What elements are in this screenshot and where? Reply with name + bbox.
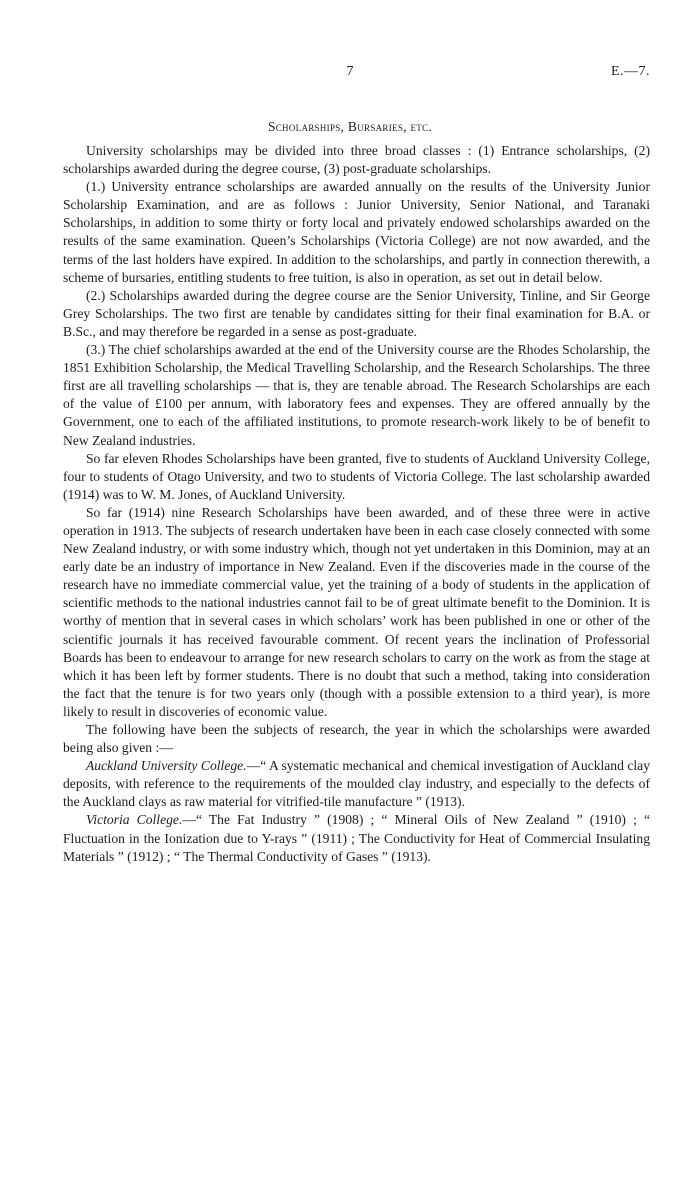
paragraph-post-graduate-scholarships: (3.) The chief scholarships awarded at the end of the University course are the Rhodes Scholarship, the 1851 Exhibition Scholarship, the Medical Travelling Scholarship, and the Research Scholarships. The three first are all travelling scholarships — that is, they are tenable abroad. The Research Scholarships are each of the value of £100 per annum, with laboratory fees and expenses. They are offered annually by the Government, one to each of the affiliated institutions, to promote research-work likely to be of benefit to New Zealand industries. xyxy=(63,342,650,448)
paragraph-victoria xyxy=(63,811,650,865)
research-subjects-victoria: —“ The Fat Industry ” (1908) ; “ Mineral Oils of New Zealand ” (1910) ; “ Fluctuation in the Ionization due to Y-rays ” (1911) ; The Conductivity for Heat of Commercial Insulating Materials ” (1912) ; “ The Thermal Conductivity of Gases ” (1913). xyxy=(63,812,650,864)
paragraph-research-scholarships: So far (1914) nine Research Scholarships have been awarded, and of these three were in active operation in 1913. The subjects of research undertaken have been in each case closely connected with some New Zealand industry, or with some industry which, though not yet undertaken in this Dominion, may at an early date be an industry of importance in New Zealand. Even if the discoveries made in the course of the research have no immediate commercial value, yet the training of a body of students in the application of scientific methods to the national industries cannot fail to be of great ultimate benefit to the Dominion. It is worthy of mention that in several cases in which scholars’ work has been published in one or other of the scientific journals it has received favourable comment. Of recent years the inclination of Professorial Boards has been to endeavour to arrange for new research scholars to carry on the work as from the stage at which it has been left by former students. There is no doubt that such a method, taking into consideration the fact that the tenure is for two years only (though with a possible extension to a third year), is more likely to result in discoveries of economic value. xyxy=(63,504,650,719)
research-subject-auckland: —“ A systematic mechanical and chemical investigation of Auckland clay deposits, with reference to the requirements of the moulded clay industry, and especially to the defects of the Auckland clays as raw material for vitrified-tile manufacture ” (1913). xyxy=(63,758,651,810)
section-heading: Scholarships, Bursaries, etc. xyxy=(267,119,433,134)
paragraph-entrance-scholarships: (1.) University entrance scholarships are awarded annually on the results of the University Junior Scholarship Examination, and are as follows : Junior University, Senior National, and Taranaki Scholarships, in addition to some thirty or forty local and privately endowed scholarships awarded on the results of the same examination. Queen’s Scholarships (Victoria College) are not now awarded, and the terms of the last holders have expired. In addition to the scholarships, and partly in connection therewith, a scheme of bursaries, entitling students to free tuition, is also in operation, as set out in detail below. xyxy=(63,179,650,285)
body-text xyxy=(63,142,650,866)
paragraph-degree-course-scholarships: (2.) Scholarships awarded during the degree course are the Senior University, Tinline, and Sir George Grey Scholarships. The two first are tenable by candidates sitting for their final examination for B.A. or B.Sc., and may therefore be regarded in a sense as post-graduate. xyxy=(63,287,650,339)
paragraph-rhodes-scholarships: So far eleven Rhodes Scholarships have been granted, five to students of Auckland University College, four to students of Otago University, and two to students of Victoria College. The last scholarship awarded (1914) was to W. M. Jones, of Auckland University. xyxy=(63,450,650,502)
college-name-auckland: Auckland University College. xyxy=(86,758,247,774)
paragraph-intro: University scholarships may be divided into three broad classes : (1) Entrance scholarships, (2) scholarships awarded during the degree course, (3) post-graduate scholarships. xyxy=(63,143,650,177)
college-name-victoria: Victoria College. xyxy=(86,812,183,828)
paragraph-auckland xyxy=(63,757,650,811)
document-code: E.—7. xyxy=(610,64,650,79)
paragraph-subjects-intro: The following have been the subjects of research, the year in which the scholarships were awarded being also given :— xyxy=(63,722,650,756)
page-number: 7 xyxy=(346,64,354,79)
